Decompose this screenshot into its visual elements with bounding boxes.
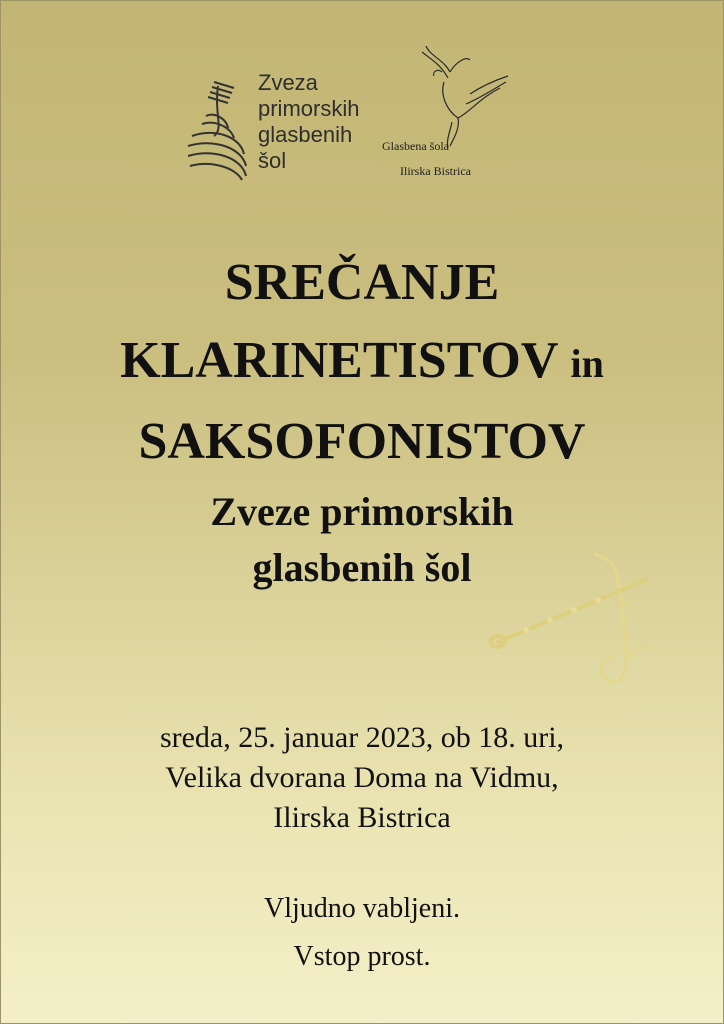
event-title [0,244,724,481]
glasbena-sola-town: Ilirska Bistrica [400,164,471,178]
title-line-2 [0,322,724,403]
subtitle-line-2: glasbenih šol [252,545,472,590]
event-details [0,718,724,838]
music-staff-logo-icon [184,74,254,184]
zveza-logo-text [258,70,359,174]
title-clarinetists: KLARINETISTOV [120,332,558,389]
zveza-logo-line-3: glasbenih [258,122,353,147]
glasbena-sola-name: Glasbena šola [382,139,449,153]
invitation-text: Vljudno vabljeni. [264,893,460,924]
subtitle-line-1: Zveze primorskih [210,489,514,534]
title-line-3: SAKSOFONISTOV [138,413,586,470]
event-venue: Velika dvorana Doma na Vidmu, [165,761,559,794]
zveza-logo [184,70,384,185]
zveza-logo-line-4: šol [258,148,287,173]
entry-note: Vstop prost. [293,941,431,972]
event-town: Ilirska Bistrica [273,801,451,834]
zveza-logo-line-2: primorskih [258,96,360,121]
zveza-logo-line-1: Zveza [258,70,318,95]
clarinet-saxophone-icon [486,548,656,698]
title-conjunction: in [570,341,604,386]
title-line-1: SREČANJE [224,254,500,311]
event-date-time: sreda, 25. januar 2023, ob 18. uri, [159,721,565,754]
glasbena-sola-logo [380,42,530,192]
